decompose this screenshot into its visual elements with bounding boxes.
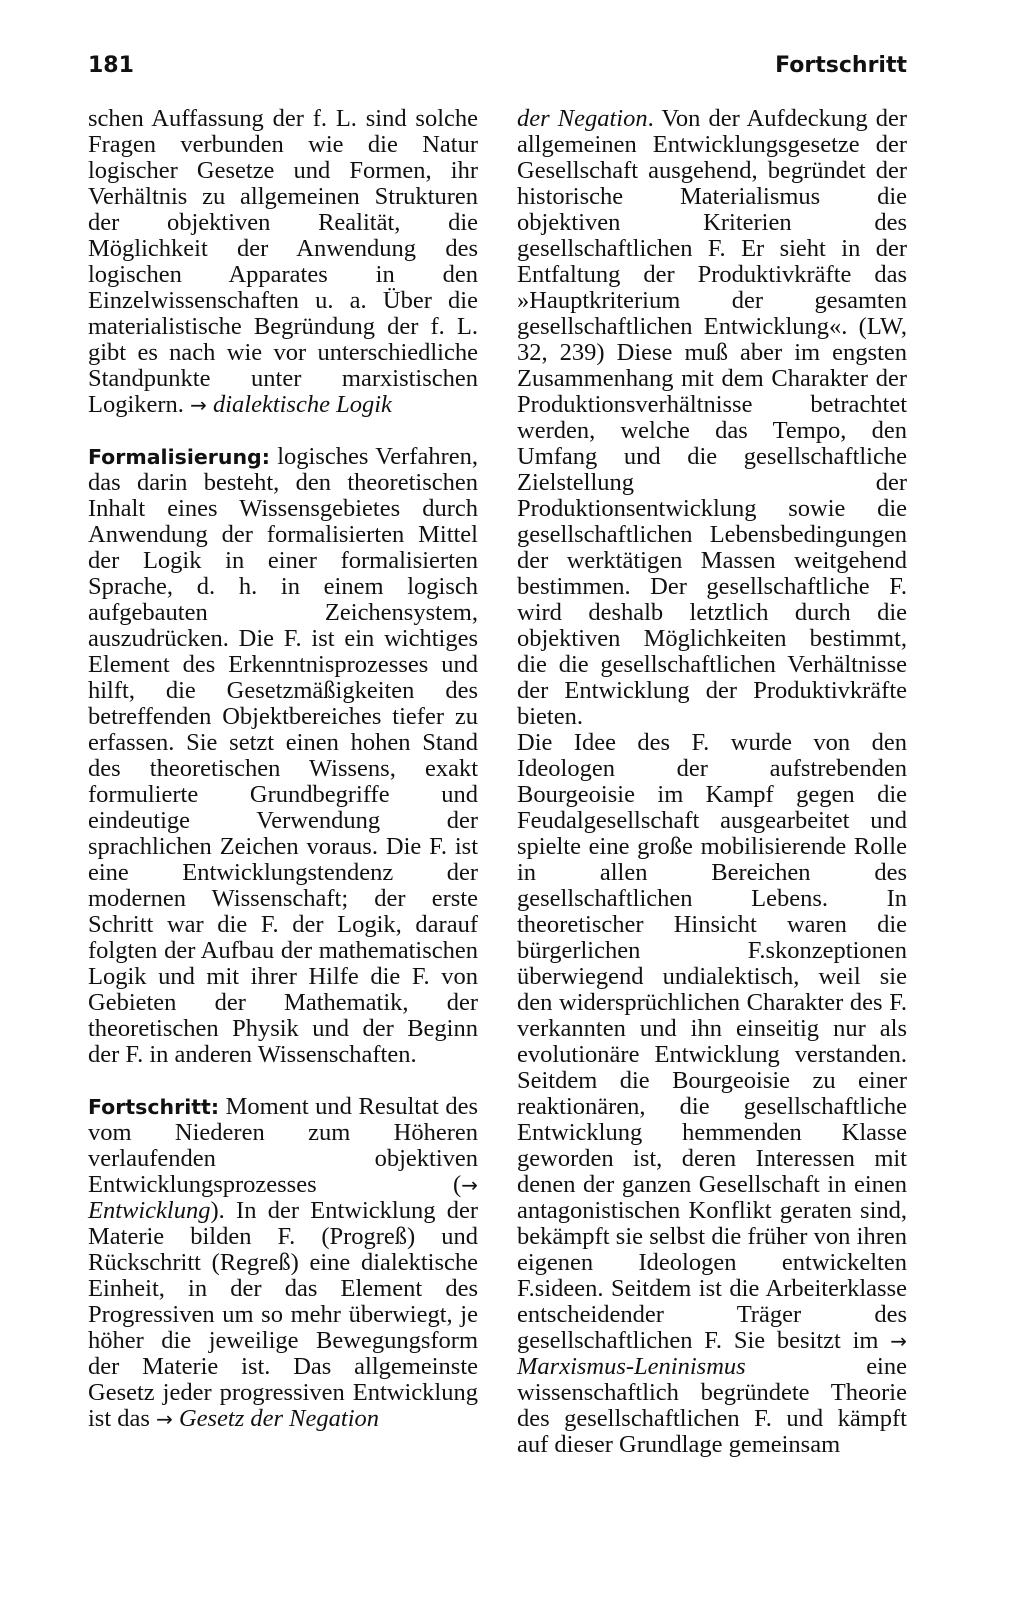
body-text: logisches Verfahren, das darin besteht, den theoretischen Inhalt eines Wissensgebietes durch Anwendung der formalisierten Mittel der Logik in einer formalisierten Sprache, d. h. in einem logisch aufgebauten Zeichensystem, auszudrücken. Die F. ist ein wichtiges Element des Erkenntnisprozesses und hilft, die Gesetzmäßigkeiten des betreffenden Objektbereiches tiefer zu erfassen. Sie setzt einen hohen Stand des theoretischen Wissens, exakt formulierte Grundbegriffe und eindeutige Verwendung der sprachlichen Zeichen voraus. Die F. ist eine Entwicklungstendenz der modernen Wissenschaft; der erste Schritt war die F. der Logik, darauf folgten der Aufbau der mathematischen Logik und mit ihrer Hilfe die F. von Gebieten der Mathematik, der theoretischen Physik und der Beginn der F. in anderen Wissenschaften. xyxy=(88,443,478,1068)
body-text: Die Idee des F. wurde von den Ideologen der aufstrebenden Bourgeoisie im Kampf gegen die Feudalgesellschaft ausgearbeitet und spielte eine große mobilisierende Rolle in allen Bereichen des gesellschaftlichen Lebens. In theoretischer Hinsicht waren die bürgerlichen F.skonzeptionen überwiegend undialektisch, weil sie den widersprüchlichen Charakter des F. verkannten und ihn einseitig nur als evolutionäre Entwicklung verstanden. Seitdem die Bourgeoisie zu einer reaktionären, die gesellschaftliche Entwicklung hemmenden Klasse geworden ist, deren Interessen mit denen der ganzen Gesellschaft in einen antagonistischen Konflikt geraten sind, bekämpft sie selbst die früher von ihren eigenen Ideologen entwickelten F.sideen. Seitdem ist die Arbeiterklasse entscheidender Träger des gesellschaftlichen F. Sie besitzt im xyxy=(517,729,907,1354)
cross-reference[interactable]: Gesetz der Negation xyxy=(178,1405,380,1432)
entry-fortschritt xyxy=(88,1094,478,1432)
running-head: Fortschritt xyxy=(775,53,907,78)
paragraph xyxy=(517,730,907,1458)
entry-fortschritt-continuation xyxy=(517,106,907,730)
left-column xyxy=(88,106,478,1432)
cross-reference-arrow: → xyxy=(190,393,207,417)
body-text: Moment und Resultat des vom Niederen zum Höheren verlaufenden objektiven Entwicklungsprozesses ( xyxy=(88,1093,478,1198)
right-column xyxy=(517,106,907,1458)
cross-reference-arrow: → xyxy=(156,1407,173,1431)
cross-reference-arrow: → xyxy=(890,1329,907,1353)
body-text: ). In der Entwicklung der Materie bilden F. (Progreß) und Rückschritt (Regreß) eine dialektische Einheit, in der das Element des Progressiven um so mehr überwiegt, je höher die jeweilige Bewegungsform der Materie ist. Das allgemeinste Gesetz jeder progressiven Entwicklung ist das xyxy=(88,1197,478,1432)
headword: Formalisierung: xyxy=(88,445,270,469)
cross-reference[interactable]: Entwicklung xyxy=(88,1197,211,1224)
body-text: . Von der Aufdeckung der allgemeinen Entwicklungsgesetze der Gesellschaft ausgehend, begründet der historische Materialismus die objektiven Kriterien des gesellschaftlichen F. Er sieht in der Entfaltung der Produktivkräfte das »Hauptkriterium der gesamten gesellschaftlichen Entwicklung«. (LW, 32, 239) Diese muß aber im engsten Zusammenhang mit dem Charakter der Produktionsverhältnisse betrachtet werden, welche das Tempo, den Umfang und die gesellschaftliche Zielstellung der Produktionsentwicklung sowie die gesellschaftlichen Lebensbedingungen der werktätigen Massen weitgehend bestimmen. Der gesellschaftliche F. wird deshalb letztlich durch die objektiven Möglichkeiten bestimmt, die die gesellschaftlichen Verhältnisse der Entwicklung der Produktivkräfte bieten. xyxy=(517,105,907,730)
headword: Fortschritt: xyxy=(88,1095,220,1119)
cross-reference-continuation[interactable]: der Negation xyxy=(517,105,648,132)
entry-formalisierung xyxy=(88,444,478,1068)
body-text: schen Auffassung der f. L. sind solche Fragen verbunden wie die Natur logischer Gesetze und Formen, ihr Verhältnis zu allgemeinen Strukturen der objektiven Realität, die Möglichkeit der Anwendung des logischen Apparates in den Einzelwissenschaften u. a. Über die materialistische Begründung der f. L. gibt es nach wie vor unterschiedliche Standpunkte unter marxistischen Logikern. xyxy=(88,105,478,418)
page-number: 181 xyxy=(88,53,134,78)
cross-reference[interactable]: Marxismus-Leninismus xyxy=(517,1353,746,1380)
cross-reference[interactable]: dialektische Logik xyxy=(212,391,392,418)
body-text: eine wissenschaftlich begründete Theorie des gesellschaftlichen F. und kämpft auf dieser Grundlage gemeinsam xyxy=(517,1353,907,1458)
entry-formale-logik-continuation xyxy=(88,106,478,418)
cross-reference-arrow: → xyxy=(461,1173,478,1197)
